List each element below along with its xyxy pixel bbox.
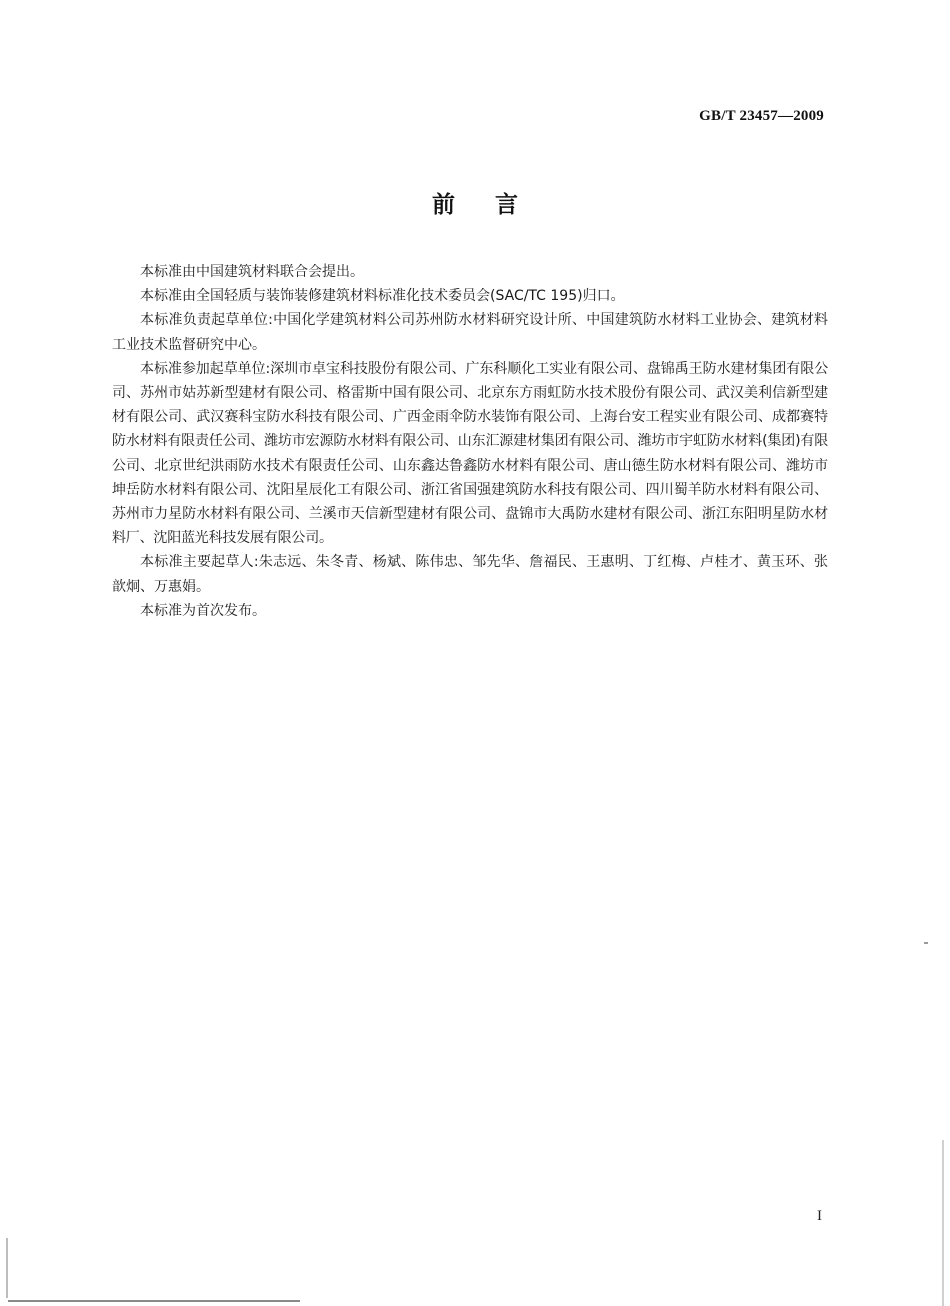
paragraph-lead-drafting-units: 本标准负责起草单位:中国化学建筑材料公司苏州防水材料研究设计所、中国建筑防水材料工业协会、建筑材料工业技术监督研究中心。 — [112, 312, 828, 353]
scan-edge-left — [6, 1238, 8, 1298]
paragraph-participating-units: 本标准参加起草单位:深圳市卓宝科技股份有限公司、广东科顺化工实业有限公司、盘锦禹王防水建材集团有限公司、苏州市姑苏新型建材有限公司、格雷斯中国有限公司、北京东方雨虹防水技术股份有限公司、武汉美利信新型建材有限公司、武汉赛科宝防水科技有限公司、广西金雨伞防水装饰有限公司、上海台安工程实业有限公司、成都赛特防水材料有限责任公司、潍坊市宏源防水材料有限公司、山东汇源建材集团有限公司、潍坊市宇虹防水材料(集团)有限公司、北京世纪洪雨防水技术有限责任公司、山东鑫达鲁鑫防水材料有限公司、唐山德生防水材料有限公司、潍坊市坤岳防水材料有限公司、沈阳星辰化工有限公司、浙江省国强建筑防水科技有限公司、四川蜀羊防水材料有限公司、苏州市力星防水材料有限公司、兰溪市天信新型建材有限公司、盘锦市大禹防水建材有限公司、浙江东阳明星防水材料厂、沈阳蓝光科技发展有限公司。 — [112, 360, 828, 547]
scan-speck — [924, 942, 928, 944]
scan-edge-right — [942, 1140, 944, 1306]
page-number: I — [817, 1208, 822, 1224]
page-title: 前言 — [432, 192, 558, 218]
paragraph-committee: 本标准由全国轻质与装饰装修建筑材料标准化技术委员会(SAC/TC 195)归口。 — [140, 288, 625, 305]
paragraph-proposer: 本标准由中国建筑材料联合会提出。 — [140, 264, 364, 280]
paragraph-main-drafters: 本标准主要起草人:朱志远、朱冬青、杨斌、陈伟忠、邹先华、詹福民、王惠明、丁红梅、卢桂才、黄玉环、张歆炯、万惠娟。 — [112, 554, 828, 595]
standard-code: GB/T 23457—2009 — [699, 108, 824, 124]
foreword-body — [112, 260, 828, 623]
scan-edge-bottom — [8, 1300, 300, 1302]
paragraph-first-release: 本标准为首次发布。 — [140, 602, 266, 619]
